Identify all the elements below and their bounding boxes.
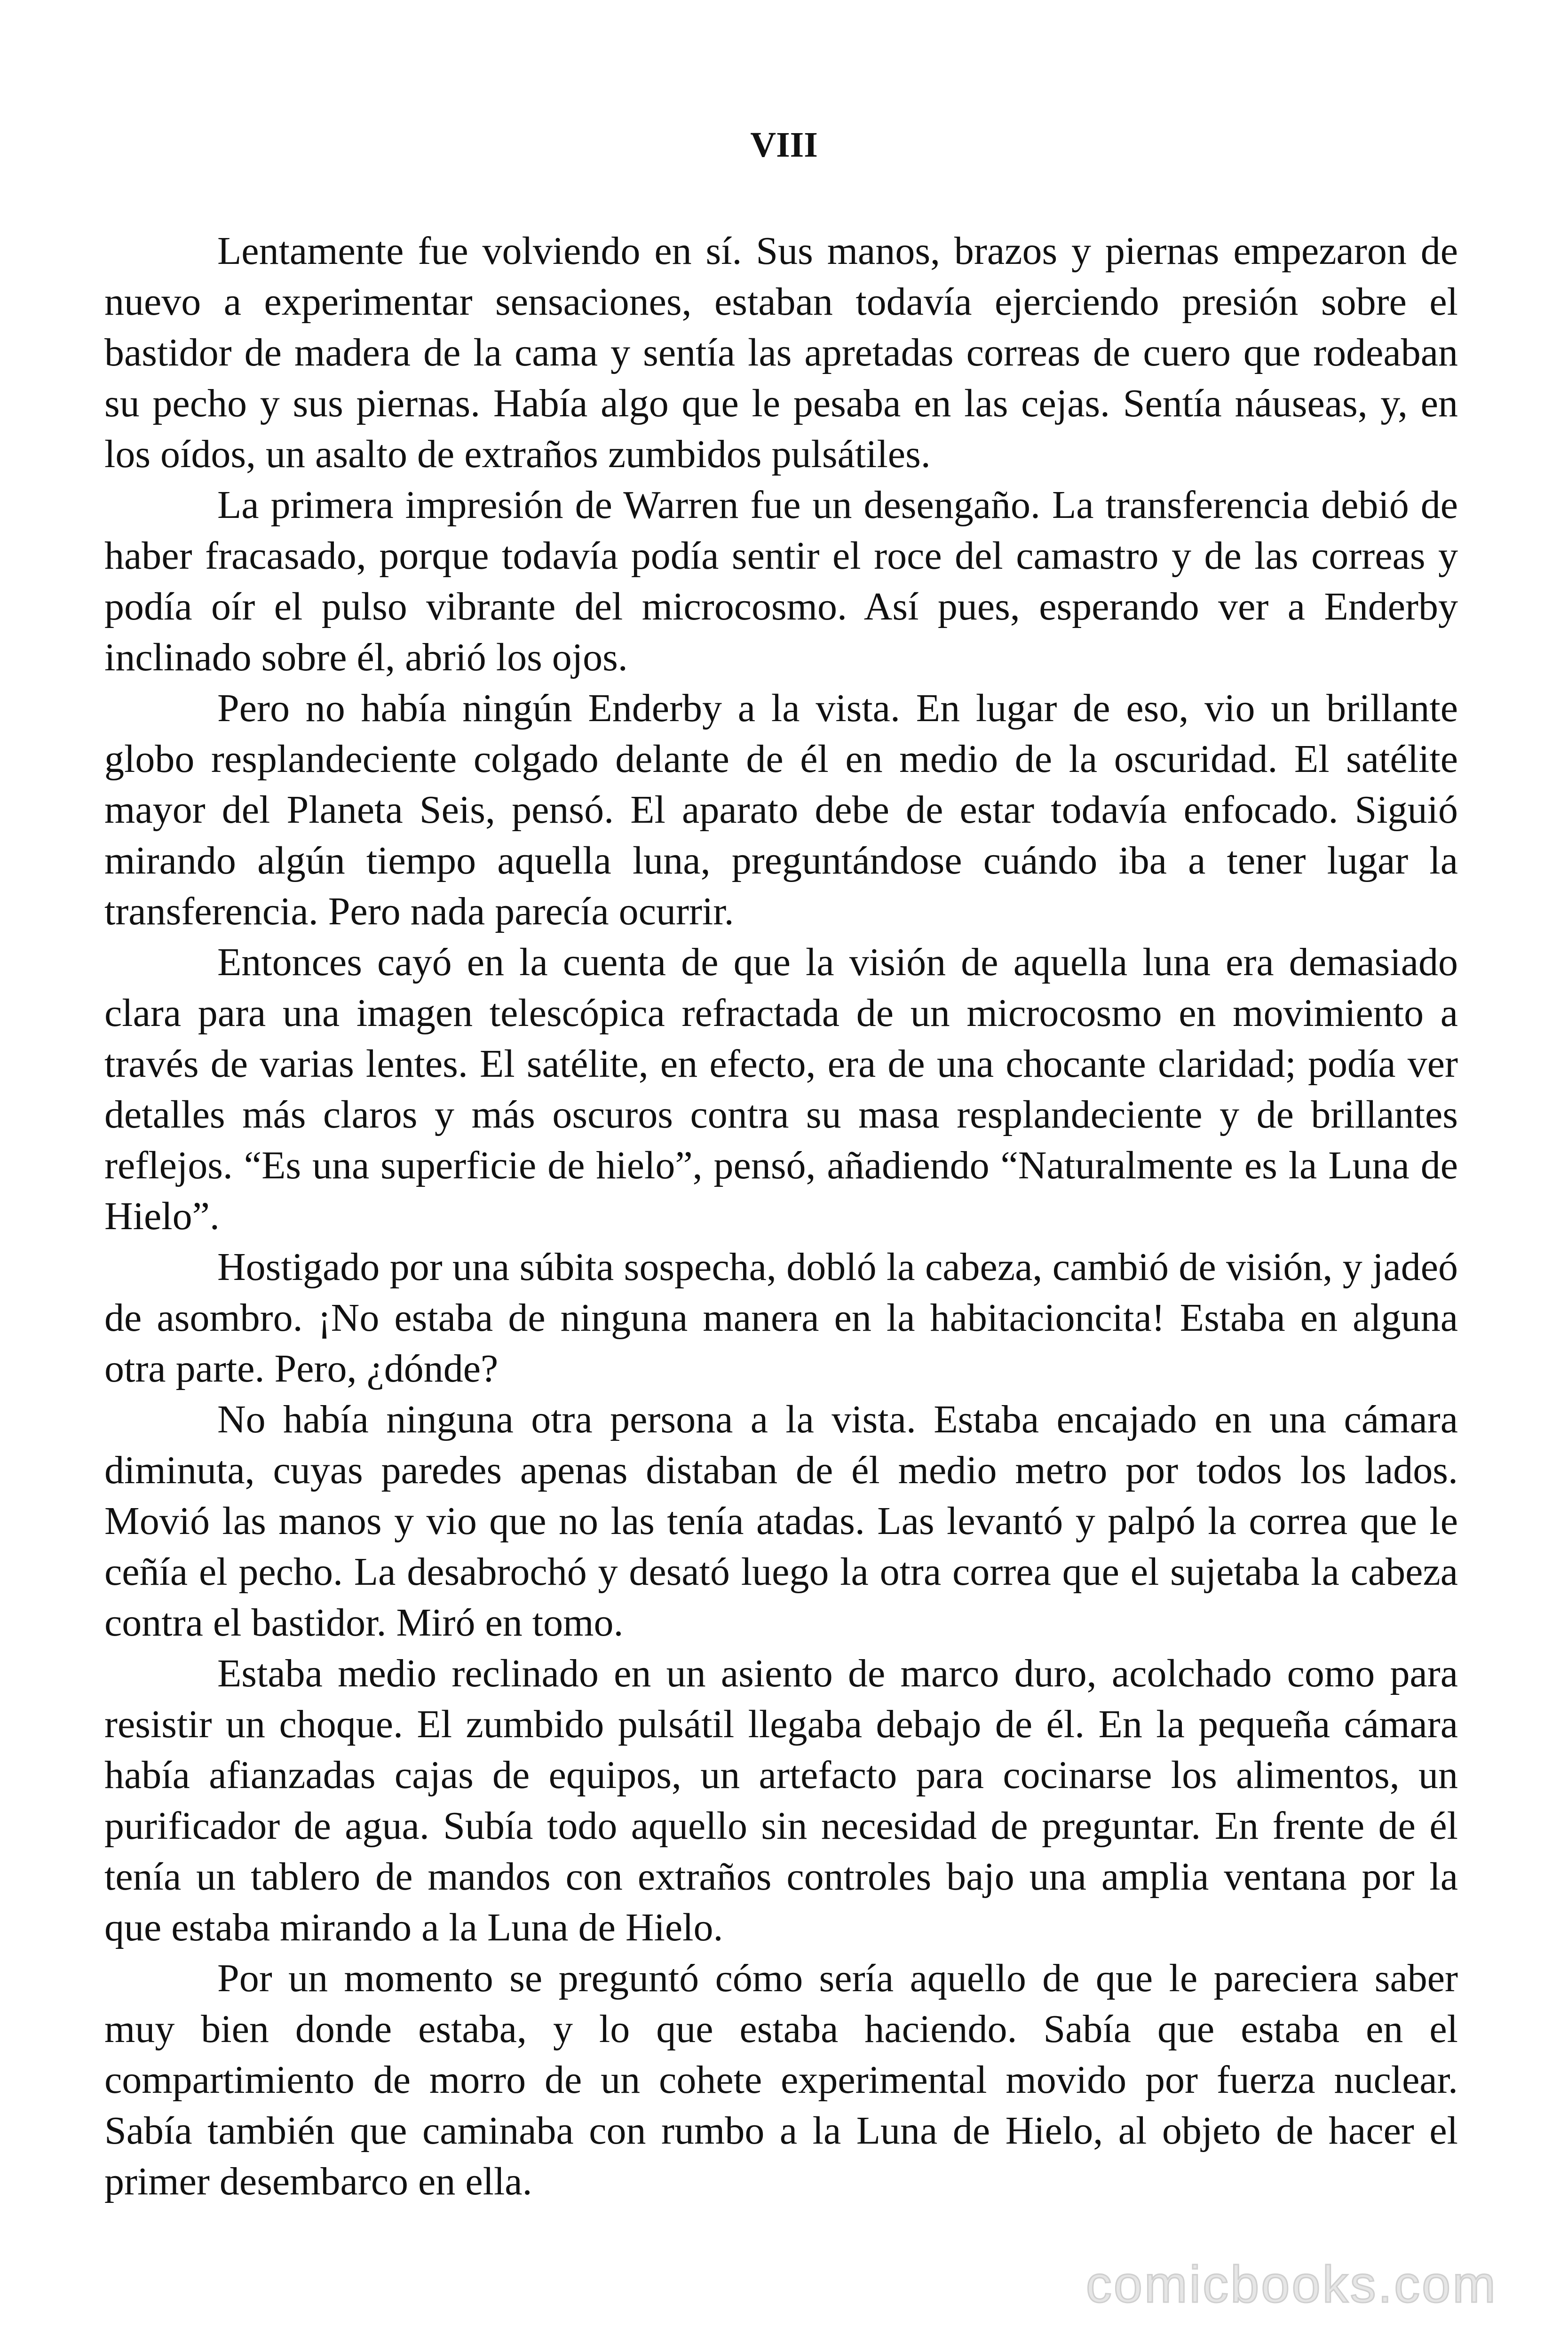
paragraph: Lentamente fue volviendo en sí. Sus manos, brazos y piernas empezaron de nuevo a experimentar sensaciones, estaban todavía ejerciendo presión sobre el bastidor de madera de la cama y sentía las apretadas correas de cuero que rodeaban su pecho y sus piernas. Había algo que le pesaba en las cejas. Sentía náuseas, y, en los oídos, un asalto de extraños zumbidos pulsátiles. [104, 229, 1458, 476]
paragraph: Por un momento se preguntó cómo sería aquello de que le pareciera saber muy bien donde estaba, y lo que estaba haciendo. Sabía que estaba en el compartimiento de morro de un cohete experimental movido por fuerza nuclear. Sabía también que caminaba con rumbo a la Luna de Hielo, al objeto de hacer el primer desembarco en ella. [104, 1956, 1458, 2203]
paragraph: No había ninguna otra persona a la vista. Estaba encajado en una cámara diminuta, cuyas paredes apenas distaban de él medio metro por todos los lados. Movió las manos y vio que no las tenía atadas. Las levantó y palpó la correa que le ceñía el pecho. La desabrochó y desató luego la otra correa que el sujetaba la cabeza contra el bastidor. Miró en tomo. [104, 1398, 1458, 1645]
paragraph: Estaba medio reclinado en un asiento de marco duro, acolchado como para resistir un choque. El zumbido pulsátil llegaba debajo de él. En la pequeña cámara había afianzadas cajas de equipos, un artefacto para cocinarse los alimentos, un purificador de agua. Subía todo aquello sin necesidad de preguntar. En frente de él tenía un tablero de mandos con extraños controles bajo una amplia ventana por la que estaba mirando a la Luna de Hielo. [104, 1652, 1458, 1949]
paragraph: Hostigado por una súbita sospecha, dobló la cabeza, cambió de visión, y jadeó de asombro. ¡No estaba de ninguna manera en la habitacioncita! Estaba en alguna otra parte. Pero, ¿dónde? [104, 1245, 1458, 1391]
chapter-body [104, 226, 1458, 2207]
chapter-title: VIII [750, 125, 818, 165]
paragraph: Entonces cayó en la cuenta de que la visión de aquella luna era demasiado clara para una imagen telescópica refractada de un microcosmo en movimiento a través de varias lentes. El satélite, en efecto, era de una chocante claridad; podía ver detalles más claros y más oscuros contra su masa resplandeciente y de brillantes reflejos. “Es una superficie de hielo”, pensó, añadiendo “Naturalmente es la Luna de Hielo”. [104, 940, 1458, 1238]
watermark: comicbooks.com [1085, 2256, 1497, 2313]
paragraph: La primera impresión de Warren fue un desengaño. La transferencia debió de haber fracasado, porque todavía podía sentir el roce del camastro y de las correas y podía oír el pulso vibrante del microcosmo. Así pues, esperando ver a Enderby inclinado sobre él, abrió los ojos. [104, 483, 1458, 679]
paragraph: Pero no había ningún Enderby a la vista. En lugar de eso, vio un brillante globo resplandeciente colgado delante de él en medio de la oscuridad. El satélite mayor del Planeta Seis, pensó. El aparato debe de estar todavía enfocado. Siguió mirando algún tiempo aquella luna, preguntándose cuándo iba a tener lugar la transferencia. Pero nada parecía ocurrir. [104, 686, 1458, 933]
